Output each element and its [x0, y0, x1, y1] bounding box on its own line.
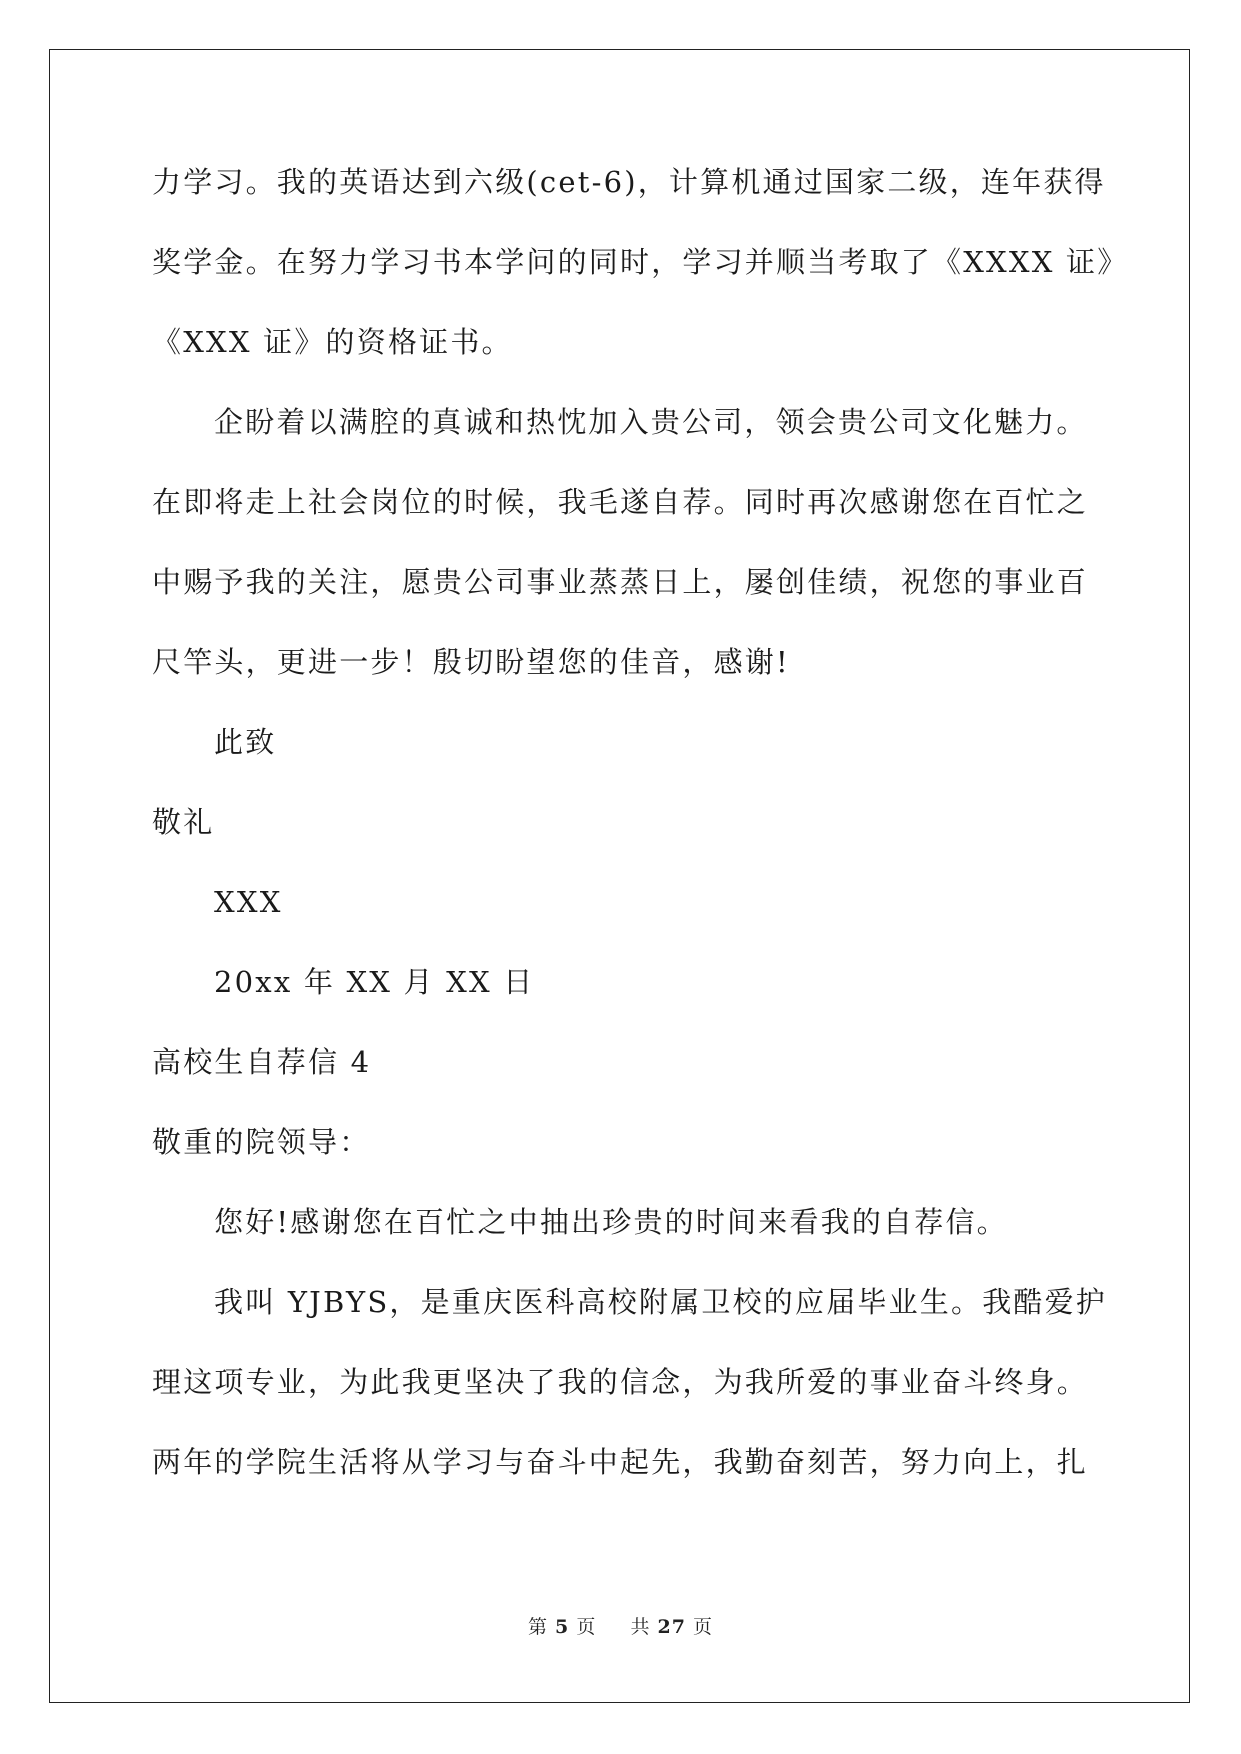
text-line: 《XXX 证》的资格证书。	[152, 325, 513, 359]
document-body	[152, 160, 1129, 1520]
footer-page-prefix: 第	[527, 1616, 548, 1638]
text-line: 中赐予我的关注，愿贵公司事业蒸蒸日上，屡创佳绩，祝您的事业百	[152, 565, 1089, 599]
signature-name: XXX	[214, 885, 283, 919]
page-footer	[0, 1612, 1241, 1639]
text-line: 企盼着以满腔的真诚和热忱加入贵公司，领会贵公司文化魅力。	[214, 405, 1088, 439]
text-line: 理这项专业，为此我更坚决了我的信念，为我所爱的事业奋斗终身。	[152, 1365, 1089, 1399]
closing-salutation: 此致	[214, 725, 277, 759]
text-line: 尺竿头，更进一步！殷切盼望您的佳音，感谢!	[152, 645, 790, 679]
text-line: 您好!感谢您在百忙之中抽出珍贵的时间来看我的自荐信。	[214, 1205, 1008, 1239]
footer-total-pages: 27	[657, 1616, 686, 1638]
signature-date: 20xx 年 XX 月 XX 日	[214, 965, 535, 999]
text-line: 我叫 YJBYS，是重庆医科高校附属卫校的应届毕业生。我酷爱护	[214, 1285, 1108, 1319]
closing-respect: 敬礼	[152, 805, 215, 839]
text-line: 两年的学院生活将从学习与奋斗中起先，我勤奋刻苦，努力向上，扎	[152, 1445, 1089, 1479]
footer-page-suffix: 页	[576, 1616, 597, 1638]
text-line: 奖学金。在努力学习书本学问的同时，学习并顺当考取了《XXXX 证》	[152, 245, 1129, 279]
footer-total-prefix: 共	[630, 1616, 651, 1638]
text-line: 力学习。我的英语达到六级(cet-6)，计算机通过国家二级，连年获得	[152, 165, 1106, 199]
text-block	[152, 160, 1129, 1520]
text-line: 在即将走上社会岗位的时候，我毛遂自荐。同时再次感谢您在百忙之	[152, 485, 1089, 519]
section-heading: 高校生自荐信 4	[152, 1045, 372, 1079]
footer-page-number: 5	[555, 1616, 570, 1638]
letter-greeting: 敬重的院领导：	[152, 1125, 371, 1159]
footer-total-suffix: 页	[693, 1616, 714, 1638]
